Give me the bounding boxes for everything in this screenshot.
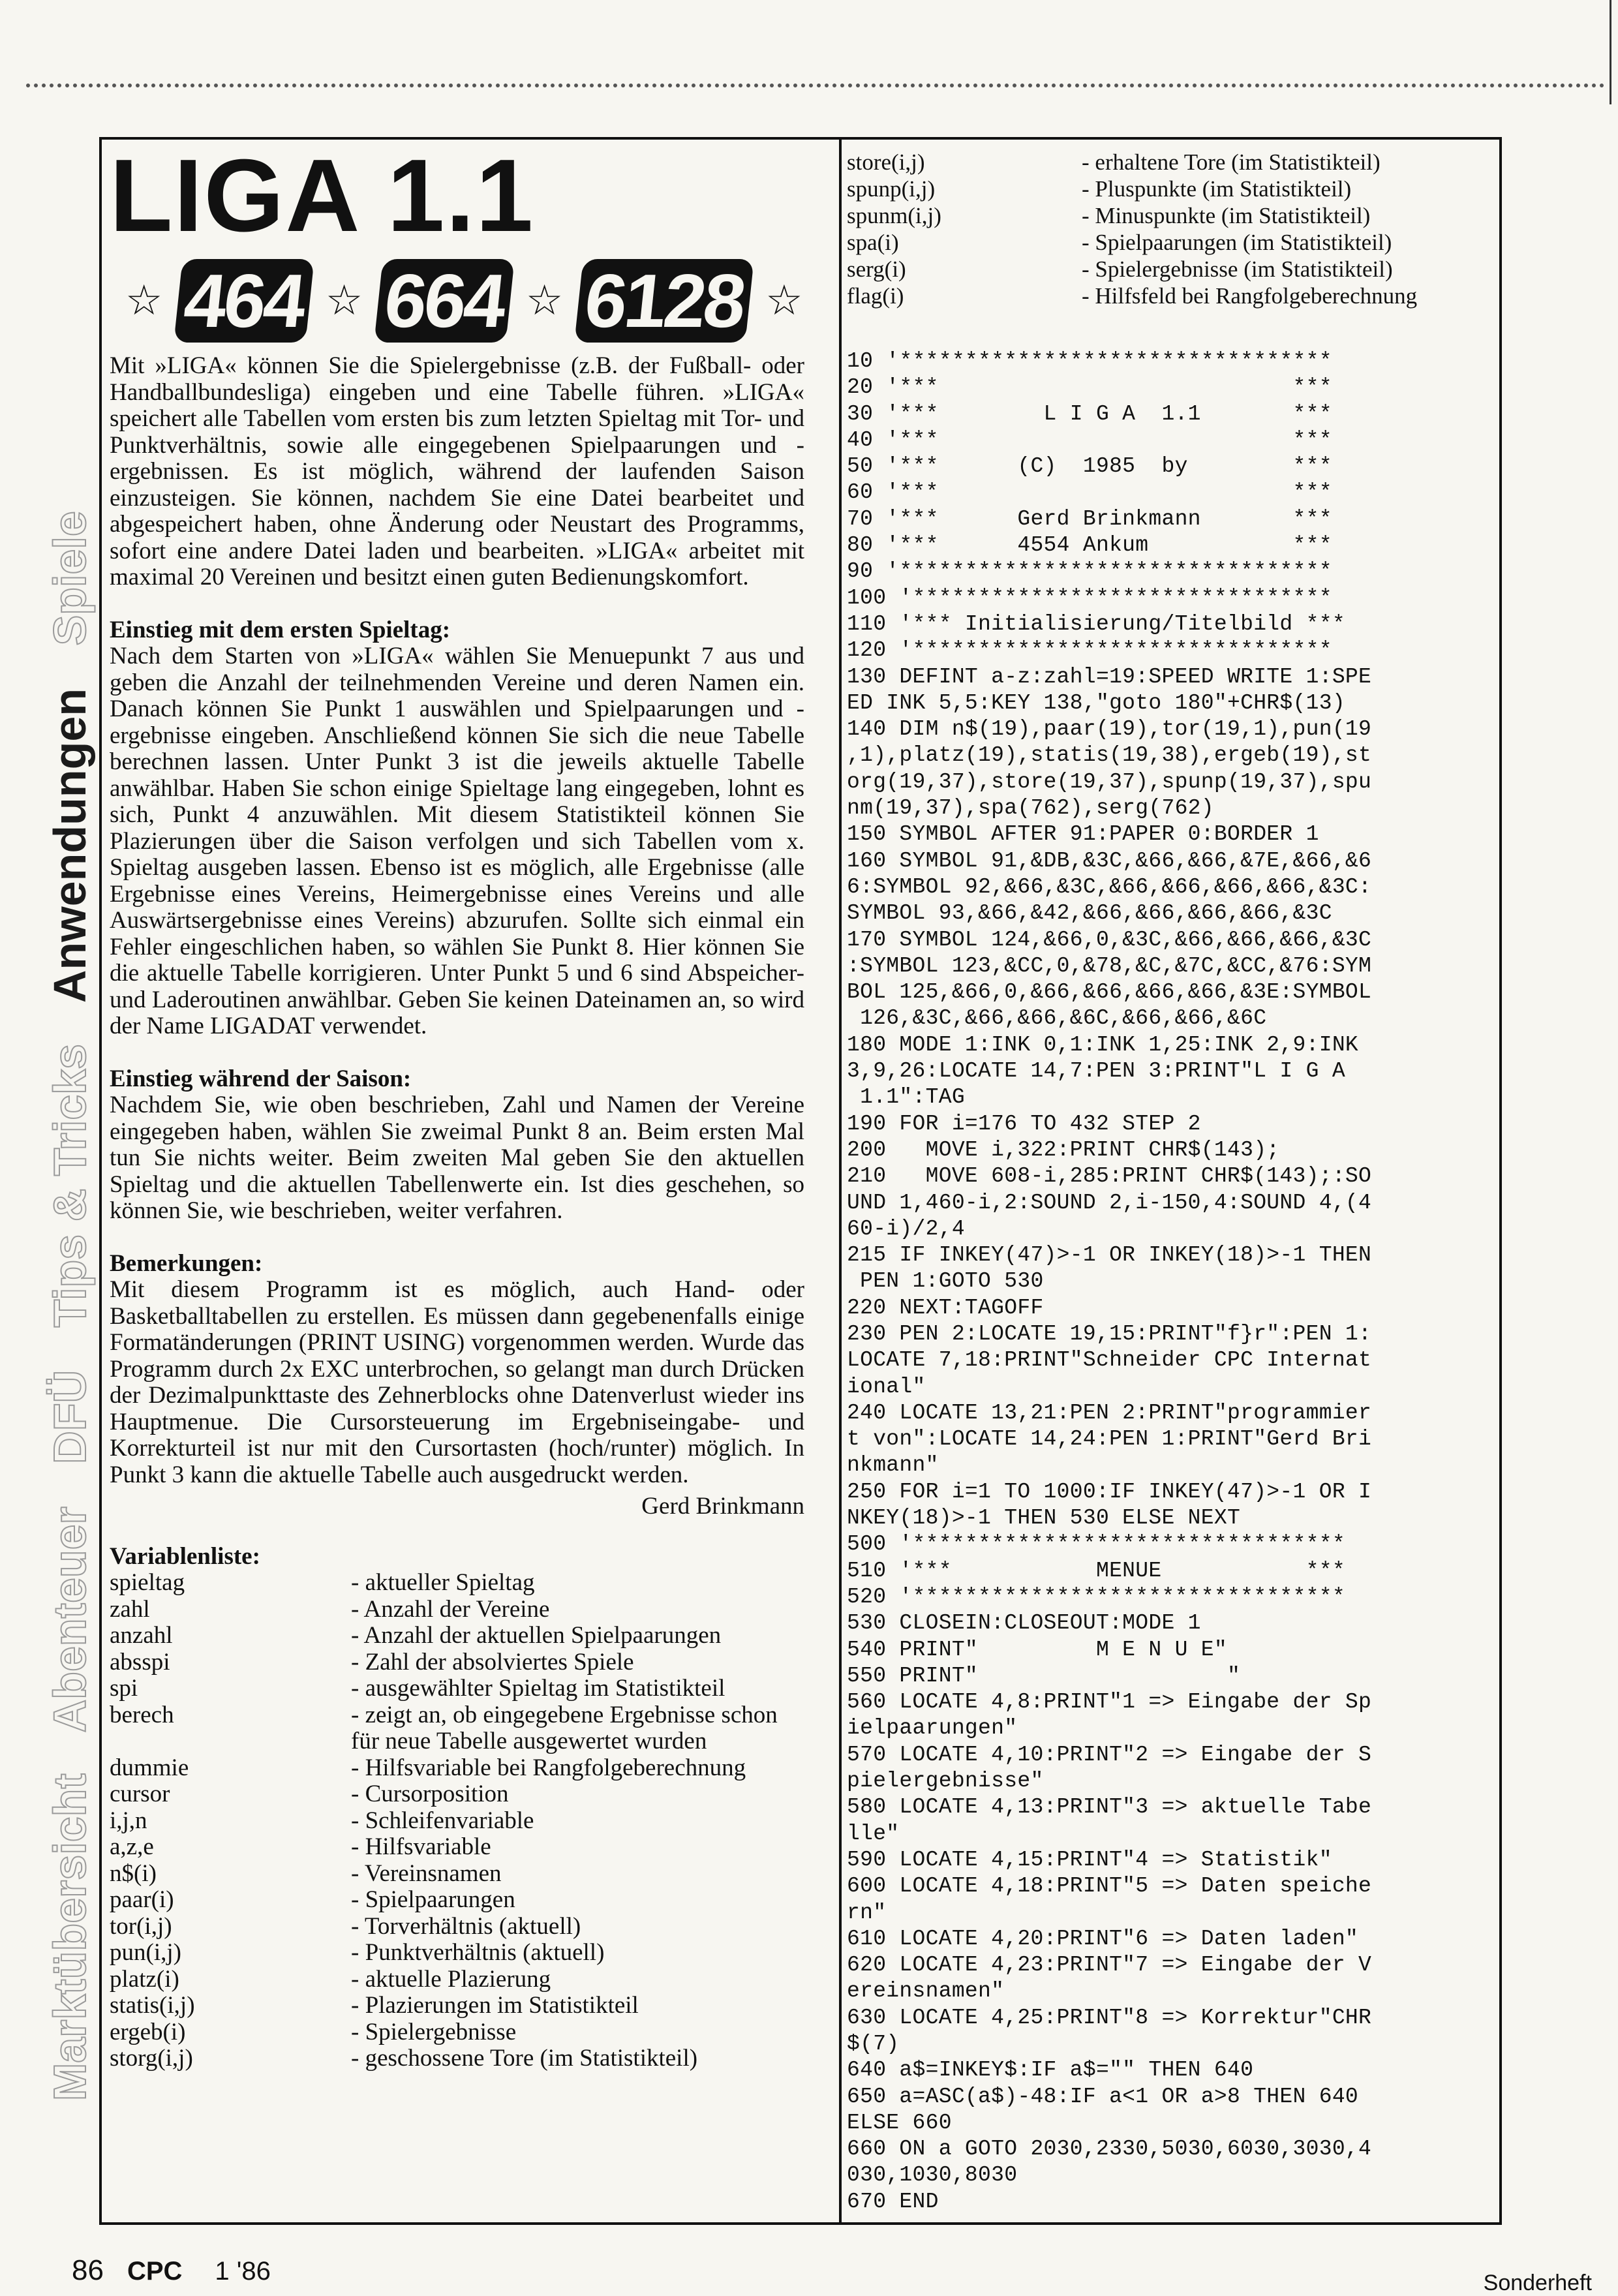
variable-row [110,1623,804,1649]
section-heading-during-season: Einstieg während der Saison: [110,1065,412,1092]
code-line: 160 SYMBOL 91,&DB,&3C,&66,&66,&7E,&66,&6 [847,848,1372,873]
section-text-first-matchday: Nach dem Starten von »LIGA« wählen Sie Menuepunkt 7 aus und geben die Anzahl der teilnehmenden Vereine und deren Namen ein. Danach können Sie Punkt 1 auswählen und Spielpaarungen und -ergebnisse eingeben. Anschließend können Sie sich die neue Tabelle berechnen lassen. Unter Punkt 3 ist die jeweils aktuelle Tabelle anwählbar. Haben Sie schon einige Spieltage lang eingegeben, lohnt es sich, Punkt 4 anzuwählen. Mit diesem Statistikteil können Sie Plazierungen über die Saison verfolgen und sich Tabellen vom x. Spieltag ausgeben lassen. Ebenso ist es möglich, alle Ergebnisse (alle Ergebnisse eines Vereins, Heimergebnisse eines Vereins und alle Auswärtsergebnisse eines Vereins) abzurufen. Sollte sich einmal ein Fehler eingeschlichen haben, so wählen Sie Punkt 8. Hier können Sie die aktuelle Tabelle korrigieren. Unter Punkt 5 und 6 sind Abspeicher- und Laderoutinen anwählbar. Geben Sie keinen Dateinamen an, so wird der Name LIGADAT verwendet. [110,643,804,1039]
badge-664: 664 [374,259,515,343]
code-line: 30 '*** L I G A 1.1 *** [847,401,1332,426]
variable-row [110,2019,804,2046]
code-line: 126,&3C,&66,&66,&6C,&66,&66,&6C [847,1006,1267,1031]
badge-6128: 6128 [574,259,754,343]
code-line: 180 MODE 1:INK 0,1:INK 1,25:INK 2,9:INK [847,1032,1359,1057]
page-footer [72,2254,271,2287]
code-line: 670 END [847,2189,939,2214]
code-line: 610 LOCATE 4,20:PRINT"6 => Daten laden" [847,1926,1359,1951]
code-line: rn" [847,1900,887,1925]
variable-row [110,1702,804,1755]
variable-list-left [110,1570,804,2072]
code-line: org(19,37),store(19,37),spunp(19,37),spu [847,769,1372,794]
code-line: 570 LOCATE 4,10:PRINT"2 => Eingabe der S [847,1742,1372,1767]
variable-row [110,1940,804,1967]
variable-row [110,1887,804,1914]
article-title: LIGA 1.1 [110,138,535,253]
section-label-anwendungen-active: Anwendungen [44,688,95,1003]
code-line: 50 '*** (C) 1985 by *** [847,454,1332,479]
section-sidebar [40,144,99,2101]
variable-row [110,1676,804,1702]
variable-description: - Zahl der absolviertes Spiele [351,1648,634,1676]
code-line: ,1),platz(19),statis(19,38),ergeb(19),st [847,743,1372,768]
variable-description: - Vereinsnamen [351,1860,502,1887]
variable-name: berech [110,1701,174,1728]
code-line: LOCATE 7,18:PRINT"Schneider CPC Internat [847,1348,1372,1373]
variable-name: dummie [110,1754,189,1781]
code-line: 220 NEXT:TAGOFF [847,1295,1044,1320]
section-heading-remarks: Bemerkungen: [110,1249,263,1277]
code-line: :SYMBOL 123,&CC,0,&78,&C,&7C,&CC,&76:SYM [847,953,1372,978]
variable-row [110,1808,804,1835]
code-line: 80 '*** 4554 Ankum *** [847,533,1332,558]
variable-description: - Hilfsvariable [351,1833,491,1860]
variable-name: spa(i) [847,230,899,255]
variable-description: - Cursorposition [351,1781,509,1807]
code-line: 630 LOCATE 4,25:PRINT"8 => Korrektur"CHR [847,2005,1372,2030]
column-divider [839,140,842,2222]
code-line: 540 PRINT" M E N U E" [847,1637,1227,1662]
left-column [110,140,804,2072]
code-line: lle" [847,1821,900,1846]
code-line: 210 MOVE 608-i,285:PRINT CHR$(143);:SO [847,1164,1372,1189]
variable-description: - ausgewählter Spieltag im Statistikteil [351,1675,725,1702]
variable-row [110,2045,804,2072]
code-line: 130 DEFINT a-z:zahl=19:SPEED WRITE 1:SPE [847,664,1372,689]
page-edge-line [1610,0,1611,104]
variable-row [110,1781,804,1808]
code-line: 230 PEN 2:LOCATE 19,15:PRINT"f}r":PEN 1: [847,1321,1372,1346]
code-line: 6:SYMBOL 92,&66,&3C,&66,&66,&66,&66,&3C: [847,874,1372,899]
variable-row [110,1834,804,1861]
variable-description: - aktueller Spieltag [351,1569,535,1596]
code-line: 60 '*** *** [847,480,1332,505]
variable-name: tor(i,j) [110,1912,172,1940]
variable-row [110,1755,804,1782]
variable-row [110,1570,804,1597]
section-label-dfue: DFÜ [44,1370,95,1464]
code-line: 70 '*** Gerd Brinkmann *** [847,506,1332,531]
code-line: 40 '*** *** [847,427,1332,452]
code-line: 190 FOR i=176 TO 432 STEP 2 [847,1111,1201,1136]
code-line: 510 '*** MENUE *** [847,1558,1345,1583]
section-text-during-season: Nachdem Sie, wie oben beschrieben, Zahl und Namen der Vereine eingegeben haben, wählen Sie zweimal Punkt 8 an. Beim ersten Mal tun Sie nichts weiter. Beim zweiten Mal geben Sie den aktuellen Spieltag und die aktuellen Tabellenwerte ein. Ist dies geschehen, so können Sie, wie beschrieben, weiter verfahren. [110,1092,804,1224]
section-heading-first-matchday: Einstieg mit dem ersten Spieltag: [110,616,451,643]
variable-row [110,1597,804,1623]
variable-row [847,176,1499,202]
variable-name: pun(i,j) [110,1939,181,1966]
code-line: 20 '*** *** [847,375,1332,400]
variable-row [847,202,1499,229]
variable-name: a,z,e [110,1833,154,1860]
section-label-abenteuer: Abenteuer [44,1507,95,1733]
star-icon: ☆ [765,277,803,324]
section-text-remarks: Mit diesem Programm ist es möglich, auch Hand- oder Basketballtabellen zu erstellen. Es müssen dann gegebenenfalls einige Formatänderungen (PRINT USING) vorgenommen werden. Wurde das Programm durch 2x EXC unterbrochen, so gelangt man durch Drücken der Dezimalpunkttaste des Zehnerblocks ohne Datenverlust wieder ins Hauptmenue. Die Cursorsteuerung im Ergebniseingabe- und Korrekturteil ist nur mit den Cursortasten (hoch/runter) möglich. In Punkt 3 kann die aktuelle Tabelle auch ausgedruckt werden. [110,1276,804,1488]
code-line: nm(19,37),spa(762),serg(762) [847,796,1214,821]
variable-description: - Anzahl der aktuellen Spielpaarungen [351,1622,722,1649]
code-line: 10 '********************************* [847,349,1332,373]
right-column [847,149,1499,2215]
variable-name: ergeb(i) [110,2018,186,2045]
variable-description: - Schleifenvariable [351,1807,534,1834]
section-labels [40,481,99,2101]
code-line: 100 '******************************** [847,585,1332,610]
variable-description: - zeigt an, ob eingegebene Ergebnisse schon für neue Tabelle ausgewertet wurden [351,1701,778,1754]
variable-row [847,256,1499,283]
code-line: 3,9,26:LOCATE 14,7:PEN 3:PRINT"L I G A [847,1059,1345,1084]
variable-description: - Anzahl der Vereine [351,1595,550,1623]
variable-description: - Punktverhältnis (aktuell) [351,1939,605,1966]
section-label-spiele: Spiele [44,511,95,646]
badge-464: 464 [174,259,314,343]
code-line: 150 SYMBOL AFTER 91:PAPER 0:BORDER 1 [847,822,1319,847]
variable-description: - Minuspunkte (im Statistikteil) [1082,203,1371,228]
code-line: 560 LOCATE 4,8:PRINT"1 => Eingabe der Sp [847,1690,1372,1715]
code-line: ielpaarungen" [847,1716,1018,1741]
variable-list-continued [847,149,1499,309]
star-icon: ☆ [525,277,564,324]
variable-description: - Spielpaarungen [351,1886,515,1913]
code-line: 200 MOVE i,322:PRINT CHR$(143); [847,1137,1280,1162]
code-line: 500 '********************************* [847,1532,1345,1557]
variable-name: flag(i) [847,283,904,309]
top-dotted-rule [26,84,1605,87]
code-line: 530 CLOSEIN:CLOSEOUT:MODE 1 [847,1611,1201,1636]
variable-description: - aktuelle Plazierung [351,1965,551,1993]
intro-paragraph: Mit »LIGA« können Sie die Spielergebnisse (z.B. der Fußball- oder Handballbundesliga) eingeben und eine Tabelle führen. »LIGA« speichert alle Tabellen vom ersten bis zum letzten Spieltag mit Tor- und Punktverhältnis, sowie alle eingegebenen Spielpaarungen und -ergebnissen. Es ist möglich, während der laufenden Saison einzusteigen. Sie können, nachdem Sie eine Datei bearbeitet und abgespeichert haben, ohne Änderung oder Neustart des Programms, sofort eine andere Datei laden und bearbeiten. »LIGA« arbeitet mit maximal 20 Vereinen und besitzt einen guten Bedienungskomfort. [110,352,804,590]
variable-description: - Pluspunkte (im Statistikteil) [1082,176,1352,202]
variable-row [847,283,1499,309]
section-label-tips-tricks: Tips & Tricks [44,1043,95,1328]
star-icon: ☆ [325,277,363,324]
variable-name: absspi [110,1648,170,1676]
variable-description: - Spielergebnisse [351,2018,517,2045]
star-icon: ☆ [125,277,163,324]
variable-list-heading: Variablenliste: [110,1542,260,1570]
variable-name: zahl [110,1595,150,1623]
variable-description: - Plazierungen im Statistikteil [351,1992,639,2019]
code-line: 650 a=ASC(a$)-48:IF a<1 OR a>8 THEN 640 [847,2084,1359,2109]
basic-listing [847,348,1499,2215]
code-line: UND 1,460-i,2:SOUND 2,i-150,4:SOUND 4,(4 [847,1190,1372,1215]
code-line: 90 '********************************* [847,559,1332,584]
variable-name: serg(i) [847,256,906,282]
code-line: 550 PRINT" " [847,1663,1241,1688]
variable-name: spunp(i,j) [847,176,936,202]
code-line: PEN 1:GOTO 530 [847,1269,1044,1294]
variable-description: - Spielergebnisse (im Statistikteil) [1082,256,1393,282]
code-line: 590 LOCATE 4,15:PRINT"4 => Statistik" [847,1847,1332,1872]
variable-row [110,1649,804,1676]
variable-name: cursor [110,1781,170,1807]
variable-name: n$(i) [110,1860,157,1887]
variable-list [110,1544,804,2072]
code-line: BOL 125,&66,0,&66,&66,&66,&66,&3E:SYMBOL [847,980,1372,1005]
code-line: 1.1":TAG [847,1085,965,1110]
variable-description: - Torverhältnis (aktuell) [351,1912,581,1940]
code-line: ELSE 660 [847,2110,952,2135]
variable-description: - geschossene Tore (im Statistikteil) [351,2045,698,2072]
variable-row [847,229,1499,256]
variable-name: spi [110,1675,138,1702]
variable-name: spieltag [110,1569,185,1596]
page-number: 86 [72,2254,104,2286]
variable-name: paar(i) [110,1886,174,1913]
code-line: 660 ON a GOTO 2030,2330,5030,6030,3030,4 [847,2137,1372,2162]
code-line: 140 DIM n$(19),paar(19),tor(19,1),pun(19 [847,717,1372,742]
code-line: 030,1030,8030 [847,2163,1018,2188]
code-line: 60-i)/2,4 [847,1216,965,1241]
variable-name: spunm(i,j) [847,203,941,228]
code-line: 120 '******************************** [847,638,1332,663]
code-line: 520 '********************************* [847,1584,1345,1609]
code-line: nkmann" [847,1453,939,1478]
code-line: 250 FOR i=1 TO 1000:IF INKEY(47)>-1 OR I [847,1479,1372,1504]
code-line: SYMBOL 93,&66,&42,&66,&66,&66,&66,&3C [847,901,1332,926]
variable-row [847,149,1499,176]
variable-description: - Hilfsfeld bei Rangfolgeberechnung [1082,283,1418,309]
variable-name: anzahl [110,1622,173,1649]
author-name: Gerd Brinkmann [641,1493,804,1520]
code-line: 640 a$=INKEY$:IF a$="" THEN 640 [847,2058,1254,2083]
variable-name: i,j,n [110,1807,147,1834]
code-line: ereinsnamen" [847,1979,1005,2004]
code-line: 240 LOCATE 13,21:PEN 2:PRINT"programmier [847,1400,1372,1425]
variable-row [110,1914,804,1940]
variable-row [110,1967,804,1993]
variable-name: store(i,j) [847,149,925,175]
code-line: 215 IF INKEY(47)>-1 OR INKEY(18)>-1 THEN [847,1243,1372,1268]
code-line: $(7) [847,2032,900,2056]
code-line: 170 SYMBOL 124,&66,0,&3C,&66,&66,&66,&3C [847,927,1372,952]
code-line: pielergebnisse" [847,1769,1044,1794]
magazine-name: CPC [127,2257,183,2286]
variable-row [110,1993,804,2019]
variable-row [110,1861,804,1888]
section-label-marktuebersicht: Marktübersicht [44,1773,95,2101]
variable-name: statis(i,j) [110,1992,195,2019]
edition-label: Sonderheft [1483,2271,1592,2295]
variable-name: storg(i,j) [110,2045,193,2072]
code-line: 600 LOCATE 4,18:PRINT"5 => Daten speiche [847,1874,1372,1899]
variable-name: platz(i) [110,1965,179,1993]
issue-number: 1 '86 [215,2257,271,2286]
variable-description: - erhaltene Tore (im Statistikteil) [1082,149,1381,175]
computer-badges [110,249,804,353]
variable-description: - Hilfsvariable bei Rangfolgeberechnung [351,1754,746,1781]
code-line: 110 '*** Initialisierung/Titelbild *** [847,611,1345,636]
code-line: NKEY(18)>-1 THEN 530 ELSE NEXT [847,1506,1241,1531]
code-line: ional" [847,1374,926,1399]
code-line: ED INK 5,5:KEY 138,"goto 180"+CHR$(13) [847,690,1345,715]
code-line: 580 LOCATE 4,13:PRINT"3 => aktuelle Tabe [847,1795,1372,1820]
variable-description: - Spielpaarungen (im Statistikteil) [1082,230,1392,255]
code-line: t von":LOCATE 14,24:PEN 1:PRINT"Gerd Bri [847,1427,1372,1452]
code-line: 620 LOCATE 4,23:PRINT"7 => Eingabe der V [847,1953,1372,1978]
